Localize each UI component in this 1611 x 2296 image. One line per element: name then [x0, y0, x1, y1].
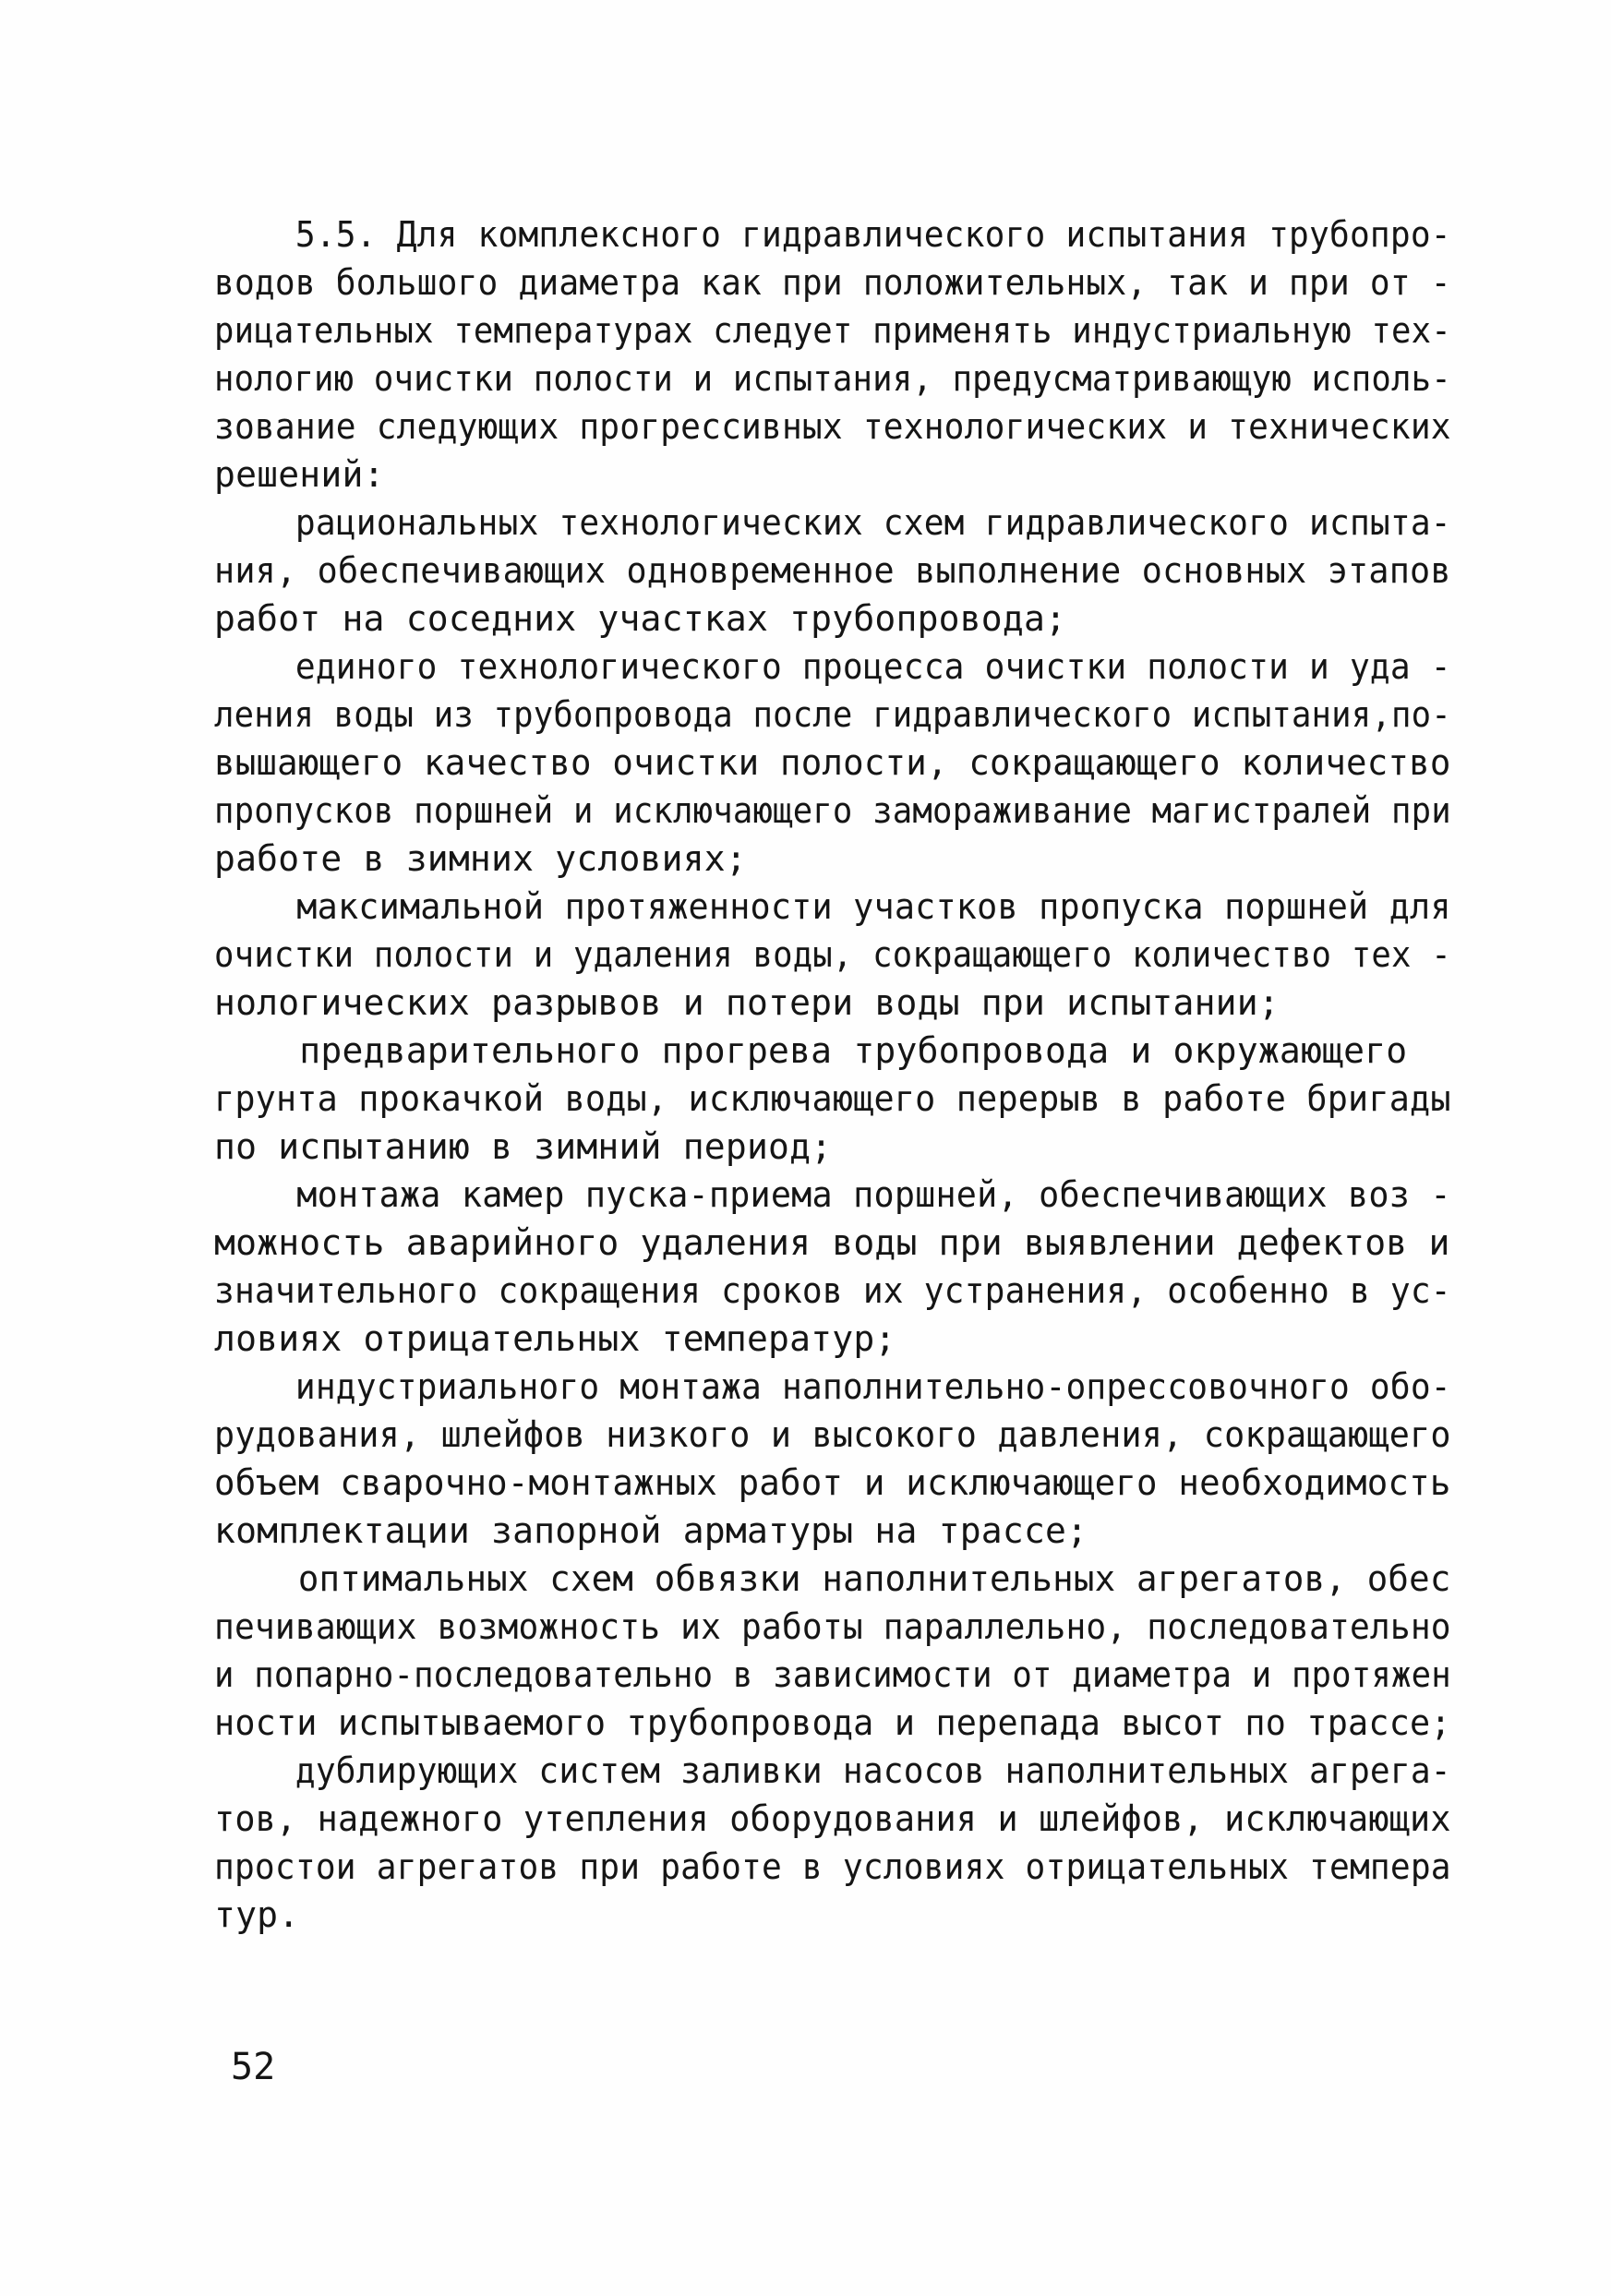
text-line: по испытанию в зимний период; [214, 1126, 833, 1167]
text-line: нологию очистки полости и испытания, предусматривающую исполь- [214, 358, 1451, 399]
text-line: работ на соседних участках трубопровода; [214, 598, 1067, 639]
text-line: печивающих возможность их работы параллельно, последовательно [214, 1606, 1451, 1647]
text-line: комплектации запорной арматуры на трассе; [214, 1510, 1088, 1551]
text-line: индустриального монтажа наполнительно-опрессовочного обо- [214, 1366, 1451, 1407]
text-line: ния, обеспечивающих одновременное выполнение основных этапов [214, 550, 1451, 591]
text-line: 5.5. Для комплексного гидравлического испытания трубопро- [214, 214, 1451, 255]
text-line: вышающего качество очистки полости, сокращающего количество [214, 742, 1451, 783]
text-line: тов, надежного утепления оборудования и шлейфов, исключающих [214, 1798, 1451, 1839]
page-number: 52 [231, 2046, 276, 2088]
text-line: и попарно-последовательно в зависимости от диаметра и протяжен [214, 1654, 1451, 1695]
text-line: водов большого диаметра как при положительных, так и при от - [214, 262, 1451, 303]
text-line: рудования, шлейфов низкого и высокого давления, сокращающего [214, 1414, 1451, 1455]
text-line: нологических разрывов и потери воды при испытании; [214, 982, 1280, 1023]
text-line: рицательных температурах следует применять индустриальную тех- [214, 310, 1451, 351]
text-line: можность аварийного удаления воды при выявлении дефектов и [214, 1222, 1450, 1263]
text-line: оптимальных схем обвязки наполнительных агрегатов, обес [214, 1558, 1451, 1599]
text-line: объем сварочно-монтажных работ и исключающего необходимость [214, 1462, 1451, 1503]
text-line: тур. [214, 1894, 300, 1935]
text-line: ности испытываемого трубопровода и перепада высот по трассе; [214, 1702, 1451, 1743]
text-line: максимальной протяженности участков пропуска поршней для [214, 886, 1451, 927]
text-line: монтажа камер пуска-приема поршней, обеспечивающих воз - [214, 1174, 1451, 1215]
text-line: работе в зимних условиях; [214, 838, 747, 879]
text-line: ления воды из трубопровода после гидравлического испытания,по- [214, 694, 1451, 735]
text-line: единого технологического процесса очистки полости и уда - [214, 646, 1451, 687]
text-line: предварительного прогрева трубопровода и окружающего [214, 1030, 1408, 1071]
text-line: очистки полости и удаления воды, сокращающего количество тех - [214, 934, 1451, 975]
text-line: значительного сокращения сроков их устранения, особенно в ус- [214, 1270, 1451, 1311]
text-line: зование следующих прогрессивных технологических и технических [214, 406, 1451, 447]
text-line: решений: [214, 454, 385, 495]
text-line: простои агрегатов при работе в условиях отрицательных темпера [214, 1846, 1451, 1887]
text-line: пропусков поршней и исключающего замораживание магистралей при [214, 790, 1451, 831]
text-line: рациональных технологических схем гидравлического испыта- [214, 502, 1451, 543]
text-line: грунта прокачкой воды, исключающего перерыв в работе бригады [214, 1078, 1451, 1119]
text-line: дублирующих систем заливки насосов наполнительных агрега- [214, 1750, 1451, 1791]
text-line: ловиях отрицательных температур; [214, 1318, 896, 1359]
